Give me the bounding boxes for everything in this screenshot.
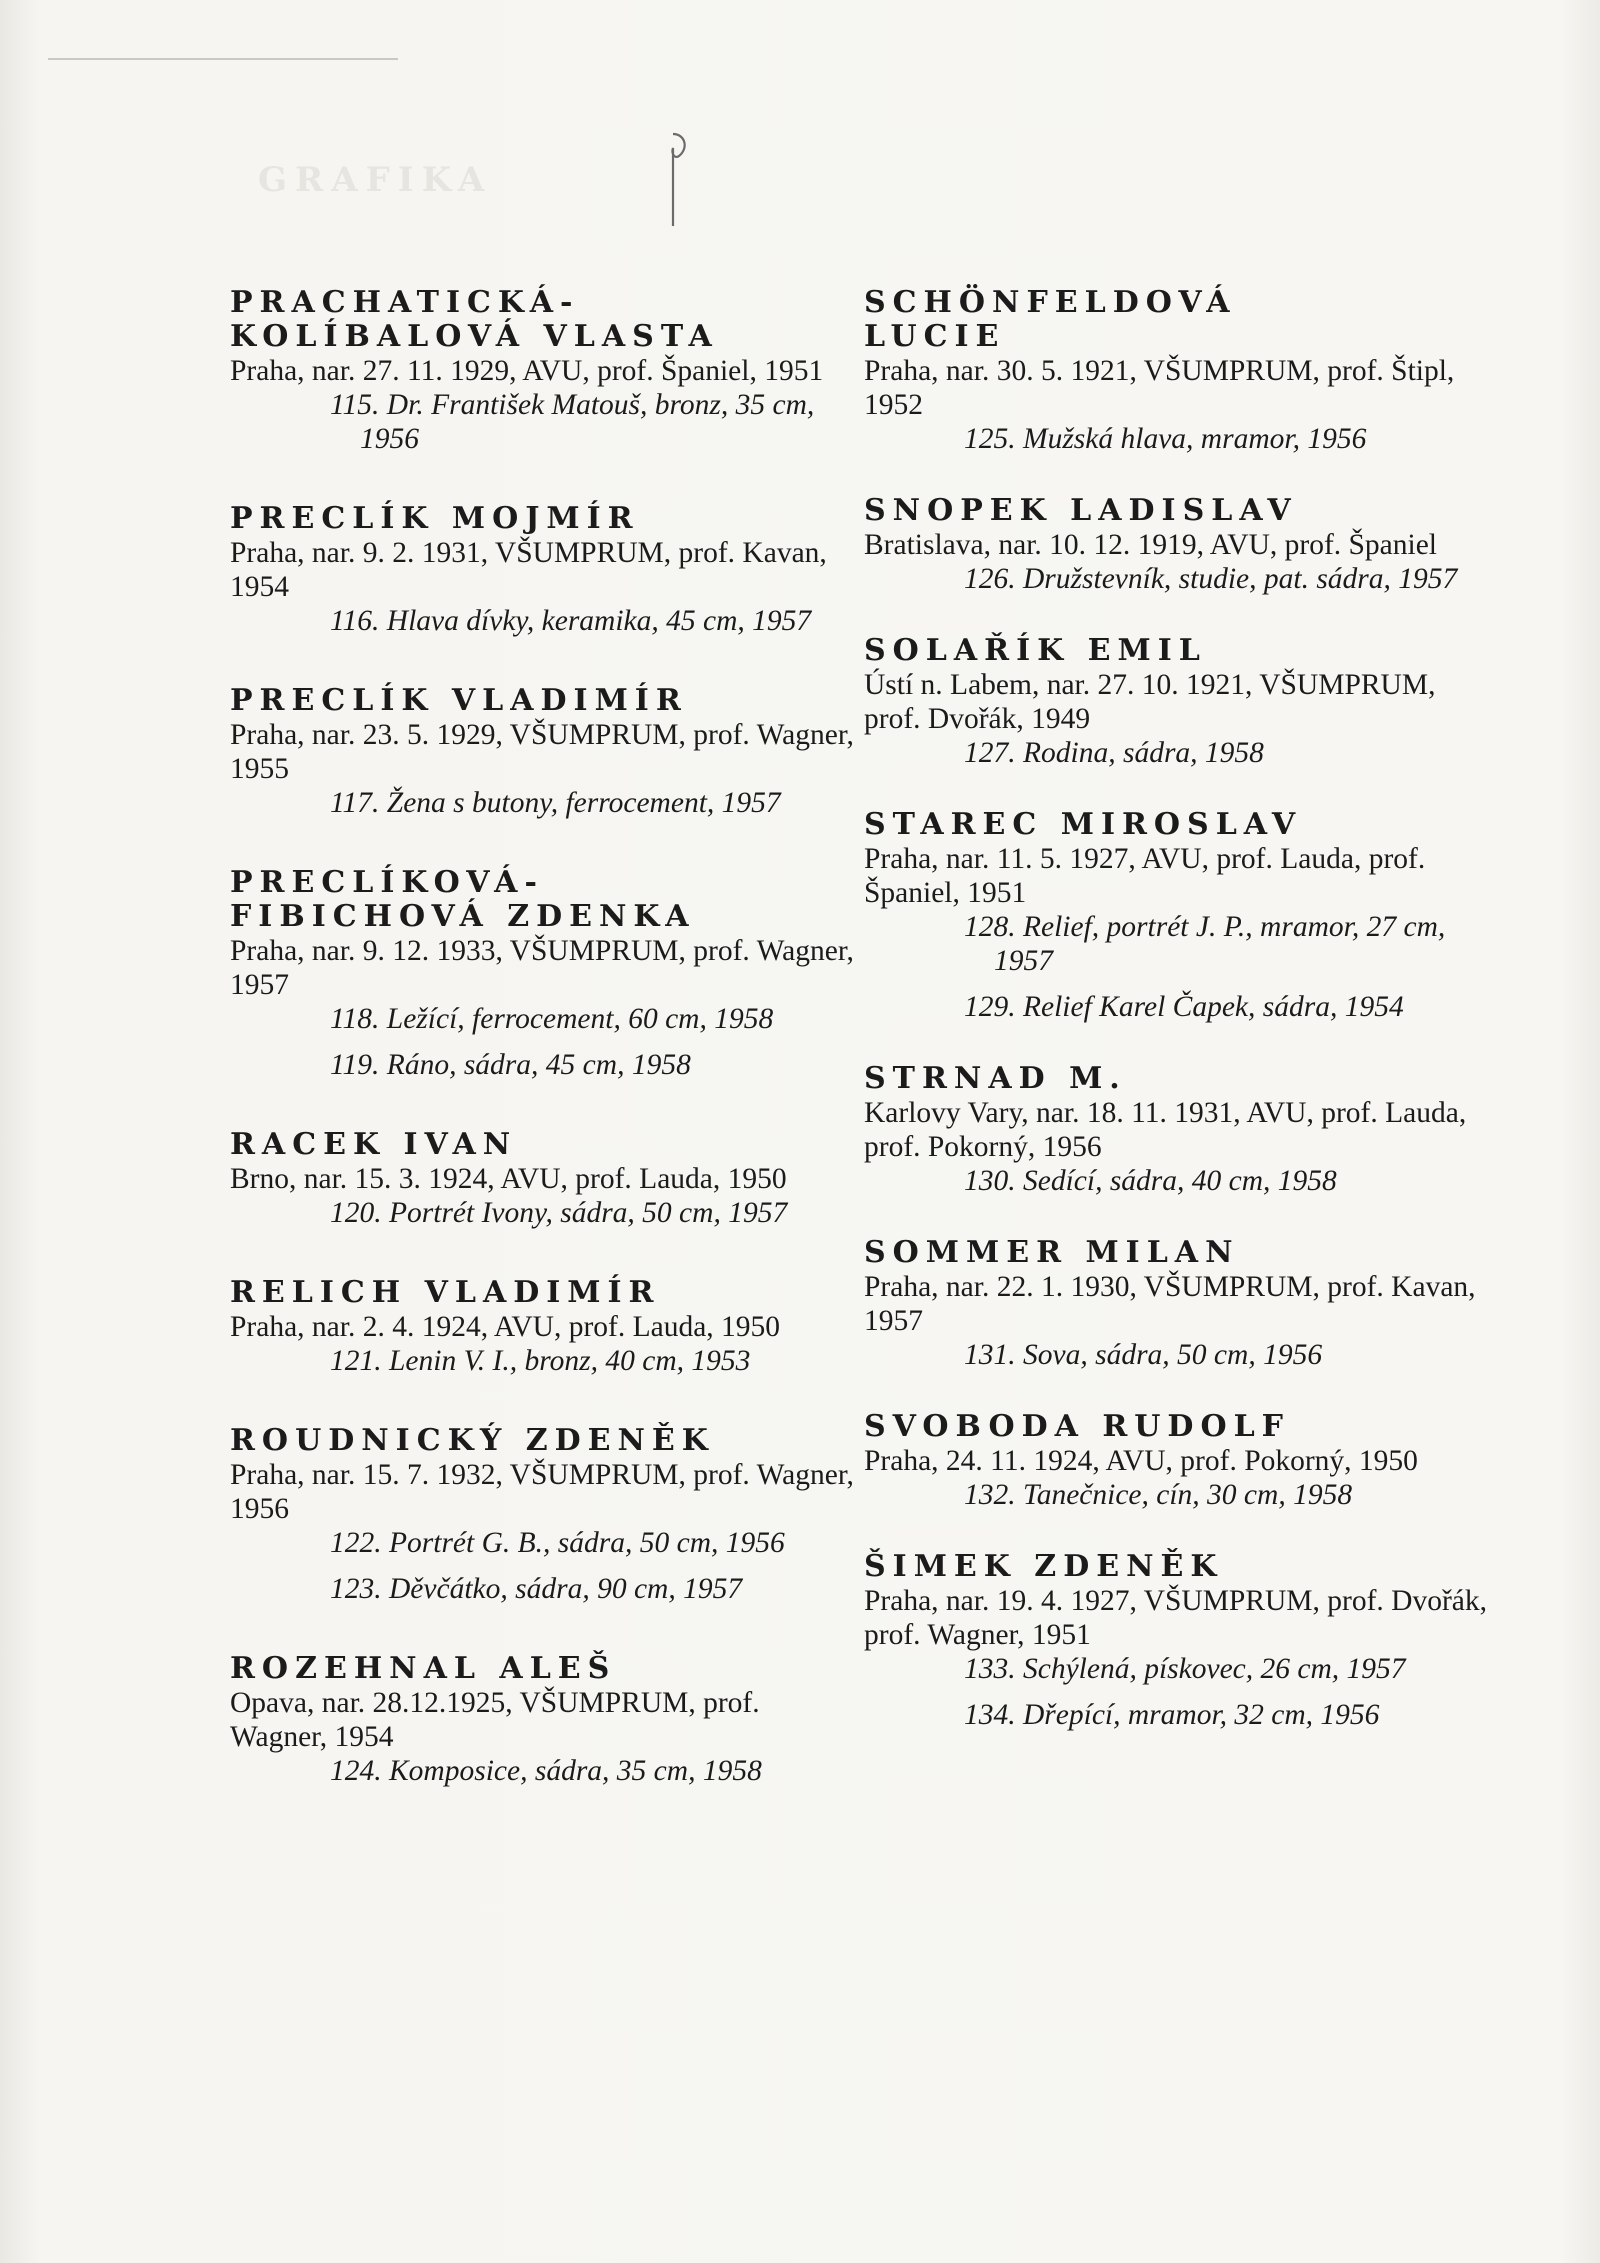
- right-column: [864, 286, 1494, 1770]
- artist-name: PRACHATICKÁ- KOLÍBALOVÁ VLASTA: [230, 285, 719, 354]
- artist-bio: Praha, 24. 11. 1924, AVU, prof. Pokorný, 1950: [864, 1445, 1418, 1477]
- artist-bio: Praha, nar. 15. 7. 1932, VŠUMPRUM, prof. Wagner, 1956: [230, 1459, 854, 1525]
- artwork-item: 120. Portrét Ivony, sádra, 50 cm, 1957: [330, 1197, 788, 1229]
- artist-bio: Praha, nar. 9. 2. 1931, VŠUMPRUM, prof. Kavan, 1954: [230, 537, 827, 603]
- artwork-item: 116. Hlava dívky, keramika, 45 cm, 1957: [330, 605, 812, 637]
- artist-name: ROZEHNAL ALEŠ: [230, 1651, 617, 1686]
- artist-name: SOMMER MILAN: [864, 1235, 1240, 1270]
- artwork-item: 121. Lenin V. I., bronz, 40 cm, 1953: [330, 1345, 751, 1377]
- artist-bio: Praha, nar. 11. 5. 1927, AVU, prof. Lauda, prof. Španiel, 1951: [864, 843, 1426, 909]
- artist-name: SCHÖNFELDOVÁ LUCIE: [864, 285, 1237, 354]
- artist-entry: [864, 1236, 1494, 1372]
- artwork-item: 119. Ráno, sádra, 45 cm, 1958: [330, 1049, 691, 1081]
- artist-bio: Karlovy Vary, nar. 18. 11. 1931, AVU, prof. Lauda, prof. Pokorný, 1956: [864, 1097, 1467, 1163]
- artist-bio: Praha, nar. 19. 4. 1927, VŠUMPRUM, prof. Dvořák, prof. Wagner, 1951: [864, 1585, 1488, 1651]
- artwork-item: 128. Relief, portrét J. P., mramor, 27 cm, 1957: [964, 911, 1446, 977]
- artist-name: STAREC MIROSLAV: [864, 807, 1303, 842]
- artist-name: STRNAD M.: [864, 1061, 1127, 1096]
- artwork-item: 122. Portrét G. B., sádra, 50 cm, 1956: [330, 1527, 785, 1559]
- artwork-item: 123. Děvčátko, sádra, 90 cm, 1957: [330, 1573, 743, 1605]
- artist-entry: [230, 684, 860, 820]
- artist-bio: Praha, nar. 2. 4. 1924, AVU, prof. Lauda, 1950: [230, 1311, 781, 1343]
- artist-name: PRECLÍKOVÁ- FIBICHOVÁ ZDENKA: [230, 865, 696, 934]
- artist-entry: [864, 286, 1494, 456]
- pencil-mark-svg: [655, 130, 695, 230]
- artist-bio: Praha, nar. 30. 5. 1921, VŠUMPRUM, prof. Štipl, 1952: [864, 355, 1455, 421]
- artwork-item: 117. Žena s butony, ferrocement, 1957: [330, 787, 781, 819]
- artist-entry: [230, 1276, 860, 1378]
- artist-name: SNOPEK LADISLAV: [864, 493, 1298, 528]
- artist-entry: [230, 502, 860, 638]
- artist-entry: [230, 1128, 860, 1230]
- artist-entry: [230, 866, 860, 1082]
- artist-entry: [864, 494, 1494, 596]
- artist-name: ŠIMEK ZDENĚK: [864, 1549, 1224, 1584]
- artist-bio: Brno, nar. 15. 3. 1924, AVU, prof. Lauda, 1950: [230, 1163, 787, 1195]
- left-column: [230, 286, 860, 1834]
- artist-name: SVOBODA RUDOLF: [864, 1409, 1290, 1444]
- bleed-through-title: GRAFIKA: [258, 160, 493, 200]
- artist-entry: [864, 808, 1494, 1024]
- artist-entry: [864, 1062, 1494, 1198]
- artist-name: PRECLÍK MOJMÍR: [230, 501, 640, 536]
- artist-entry: [230, 1424, 860, 1606]
- artist-bio: Praha, nar. 23. 5. 1929, VŠUMPRUM, prof. Wagner, 1955: [230, 719, 854, 785]
- artist-bio: Praha, nar. 27. 11. 1929, AVU, prof. Španiel, 1951: [230, 355, 824, 387]
- artist-bio: Ústí n. Labem, nar. 27. 10. 1921, VŠUMPRUM, prof. Dvořák, 1949: [864, 669, 1436, 735]
- artist-entry: [230, 1652, 860, 1788]
- artist-bio: Praha, nar. 22. 1. 1930, VŠUMPRUM, prof. Kavan, 1957: [864, 1271, 1476, 1337]
- artist-name: RACEK IVAN: [230, 1127, 518, 1162]
- artist-name: PRECLÍK VLADIMÍR: [230, 683, 688, 718]
- artwork-item: 118. Ležící, ferrocement, 60 cm, 1958: [330, 1003, 774, 1035]
- artist-name: SOLAŘÍK EMIL: [864, 633, 1207, 668]
- artwork-item: 124. Komposice, sádra, 35 cm, 1958: [330, 1755, 762, 1787]
- artwork-item: 132. Tanečnice, cín, 30 cm, 1958: [964, 1479, 1353, 1511]
- artwork-item: 127. Rodina, sádra, 1958: [964, 737, 1264, 769]
- artwork-item: 115. Dr. František Matouš, bronz, 35 cm, 1956: [330, 389, 815, 455]
- artist-name: ROUDNICKÝ ZDENĚK: [230, 1423, 715, 1458]
- artist-entry: [864, 634, 1494, 770]
- artist-entry: [864, 1410, 1494, 1512]
- artist-entry: [864, 1550, 1494, 1732]
- artist-entry: [230, 286, 860, 456]
- artwork-item: 126. Družstevník, studie, pat. sádra, 1957: [964, 563, 1458, 595]
- artwork-item: 125. Mužská hlava, mramor, 1956: [964, 423, 1367, 455]
- artwork-item: 133. Schýlená, pískovec, 26 cm, 1957: [964, 1653, 1406, 1685]
- artist-name: RELICH VLADIMÍR: [230, 1275, 661, 1310]
- artwork-item: 134. Dřepící, mramor, 32 cm, 1956: [964, 1699, 1380, 1731]
- artwork-item: 131. Sova, sádra, 50 cm, 1956: [964, 1339, 1323, 1371]
- artist-bio: Bratislava, nar. 10. 12. 1919, AVU, prof. Španiel: [864, 529, 1438, 561]
- artist-bio: Praha, nar. 9. 12. 1933, VŠUMPRUM, prof. Wagner, 1957: [230, 935, 854, 1001]
- artwork-item: 130. Sedící, sádra, 40 cm, 1958: [964, 1165, 1337, 1197]
- pencil-mark-icon: [655, 130, 695, 230]
- top-rule: [48, 58, 398, 60]
- artwork-item: 129. Relief Karel Čapek, sádra, 1954: [964, 991, 1404, 1023]
- artist-bio: Opava, nar. 28.12.1925, VŠUMPRUM, prof. Wagner, 1954: [230, 1687, 760, 1753]
